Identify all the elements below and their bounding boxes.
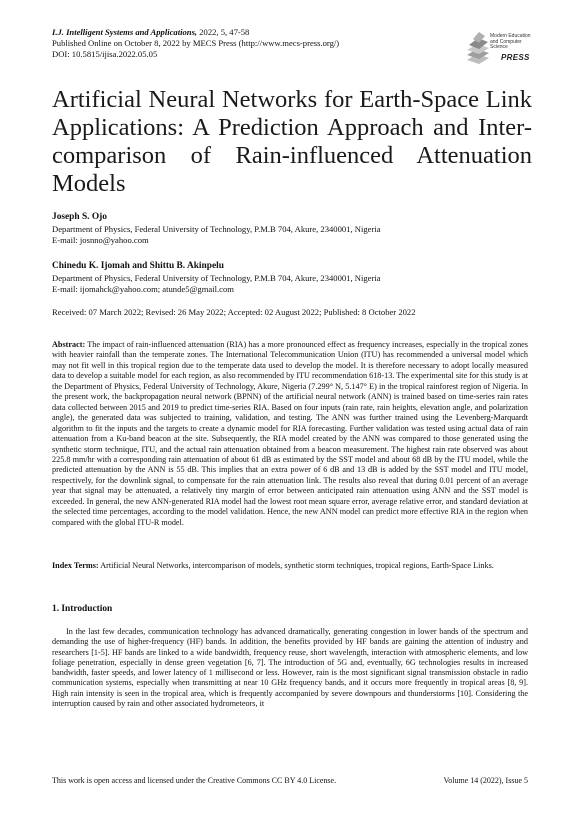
logo-press-text: PRESS xyxy=(501,53,530,62)
author-block-2 xyxy=(52,260,532,295)
index-terms-text: Artificial Neural Networks, intercomparison of models, synthetic storm techniques, tropical regions, Earth-Space Links. xyxy=(98,561,494,570)
author-affiliation: Department of Physics, Federal University of Technology, P.M.B 704, Akure, 2340001, Nigeria xyxy=(52,224,381,234)
author-block-1 xyxy=(52,211,532,246)
author-email: E-mail: ijomahck@yahoo.com; atunde5@gmail.com xyxy=(52,284,234,294)
introduction-paragraph: In the last few decades, communication technology has advanced dramatically, generating congestion in lower bands of the spectrum and demanding the use of higher-frequency (HF) bands. In addition, the benefits provided by HF bands are gaining the attention of industry and researchers [1-5]. HF bands are linked to a wide bandwidth, frequency reuse, short wavelength, interaction with atmospheric elements, and low foliage penetration, especially in dense green vegetation [6, 7]. The introduction of 5G and, eventually, 6G technologies results in increased bandwidth, faster speeds, and lower latency of 1 millisecond or less. However, rain is the most significant signal transmission obstacle in radio communication systems, especially when transmitting at near 10 GHz frequency bands, and it occurs more frequently in tropical areas [8, 9]. High rain intensity is seen in the tropical area, which is frequently accompanied by severe downpours and thunderstorms [10]. Considering the interruption caused by rain and other associated hydrometeors, it xyxy=(52,627,528,709)
page-footer xyxy=(52,776,528,785)
abstract-text: The impact of rain-influenced attenuation (RIA) has a more pronounced effect as frequency increases, especially in the tropical zones with heavier rainfall than the temperate zones. The International Telecommunication Union (ITU) has recommended a universal model which may not fit well in this tropical region due to the temperate data used to develop the model. It is therefore necessary to adopt locally measured data to develop a suitable model for each region, as also recommended by ITU recommendation 618-13. The experimental site for this study is at the Department of Physics, Federal University of Technology, Akure, Nigeria (7.299° N, 5.147° E) in the tropical rainforest region of Nigeria. In the present work, the backpropagation neural network (BPNN) of the artificial neural network (ANN) is trained based on time-series rain rates data collected between 2015 and 2019 to predict time-series RIA. Based on four inputs (rain rate, rain heights, elevation angle, and polarization angle), the generated data was subjected to training, validation, and testing. The ANN was further trained using the Levenberg-Marquardt algorithm to fit the inputs and the targets to create a dynamic model for RIA forecasting. Further validation was tested using actual data of rain attenuation from a Ku-band beacon at the site. Subsequently, the RIA model created by the ANN was compared to those generated using the synthetic storm technique, ITU, and the actual rain attenuation obtained from a beacon measurement. The highest rain rate observed was about 225.8 mm/hr with a corresponding rain attenuation of about 61 dB as estimated by the SST model and about 68 dB by the ITU model, while the predicted attenuation by the ANN is 55 dB. This implies that an extra power of 6 dB and 13 dB is added by the SST model and ITU model, respectively, for the downlink signal, to compensate for the rain attenuation link. The results also reveal that during 0.01 percent of an average year that signal may be attenuated, a relatively tiny margin of error between anticipated rain attenuation using ANN and the SST model is exceeded. In general, the new ANN-generated RIA model had the lowest root mean square error, average relative error, and standard deviation at the selected time percentages, according to the model validation. Hence, the new ANN model can predict more effective RIA in the region when compared with the global ITU-R model. xyxy=(52,340,528,527)
journal-citation xyxy=(52,27,452,38)
author-name: Joseph S. Ojo xyxy=(52,212,107,222)
index-terms xyxy=(52,561,528,571)
index-terms-label: Index Terms: xyxy=(52,561,99,570)
section-heading: 1. Introduction xyxy=(52,604,113,614)
author-email: E-mail: josnno@yahoo.com xyxy=(52,235,149,245)
journal-name: I.J. Intelligent Systems and Applications, xyxy=(52,27,198,37)
license-note: This work is open access and licensed under the Creative Commons CC BY 4.0 License. xyxy=(52,776,337,785)
author-name: Chinedu K. Ijomah and Shittu B. Akinpelu xyxy=(52,261,224,271)
submission-dates: Received: 07 March 2022; Revised: 26 May 2022; Accepted: 02 August 2022; Published: 8 October 2022 xyxy=(52,307,416,317)
logo-text-line2: and Computer Science xyxy=(490,38,522,51)
book-stack-icon xyxy=(463,30,493,64)
author-affiliation: Department of Physics, Federal University of Technology, P.M.B 704, Akure, 2340001, Nigeria xyxy=(52,273,381,283)
publisher-logo xyxy=(461,28,533,68)
abstract-label: Abstract: xyxy=(52,340,86,349)
publication-line: Published Online on October 8, 2022 by MECS Press (http://www.mecs-press.org/) xyxy=(52,38,340,48)
journal-header xyxy=(52,27,452,60)
doi-line: DOI: 10.5815/ijisa.2022.05.05 xyxy=(52,49,158,59)
issue-info: Volume 14 (2022), Issue 5 xyxy=(443,776,528,785)
paper-title: Artificial Neural Networks for Earth-Space Link Applications: A Prediction Approach and Inter-comparison of Rain-influenced Attenuation Models xyxy=(52,86,532,197)
logo-text-line1: Modern Education xyxy=(490,33,531,39)
abstract xyxy=(52,340,528,528)
journal-volume: 2022, 5, 47-58 xyxy=(197,27,250,37)
